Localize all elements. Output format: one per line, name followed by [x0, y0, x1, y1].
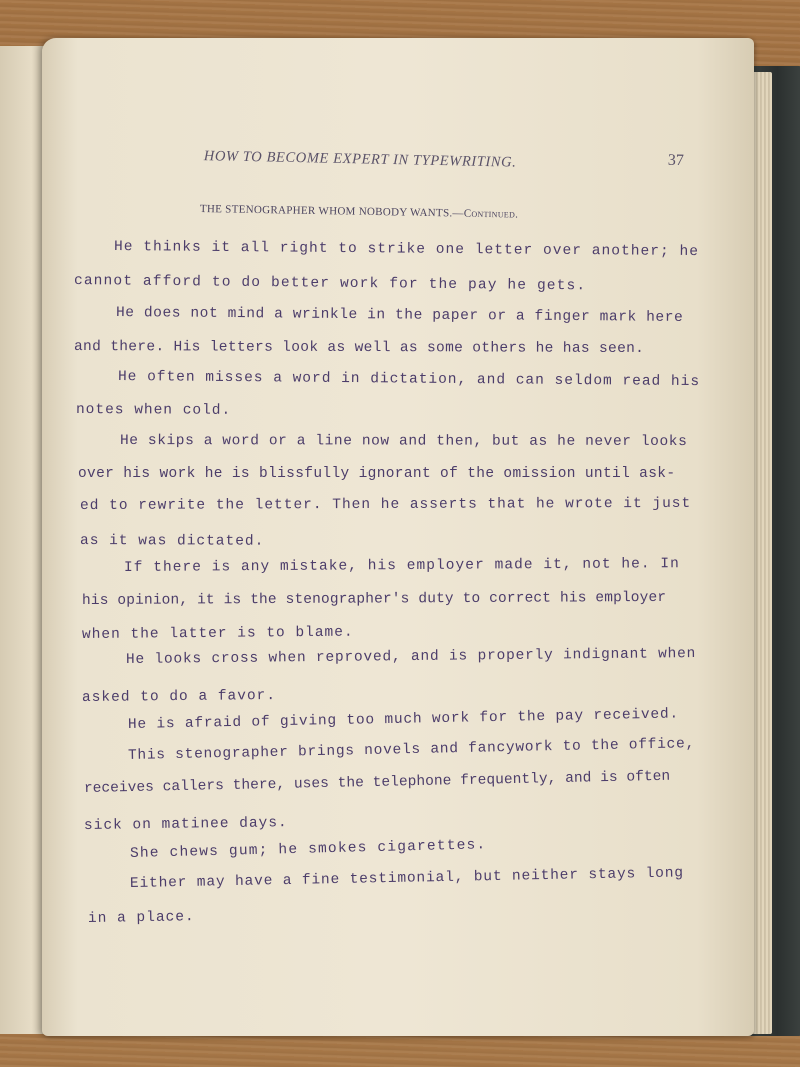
body-line: He does not mind a wrinkle in the paper or a finger mark here	[115, 305, 684, 326]
body-line: This stenographer brings novels and fancywork to the office,	[127, 736, 696, 764]
body-line: as it was dictated.	[79, 533, 265, 550]
page-number: 37	[667, 151, 685, 170]
body-line: He is afraid of giving too much work for the pay received.	[127, 706, 680, 733]
body-line: over his work he is blissfully ignorant of the omission until ask-	[78, 466, 676, 482]
body-line: and there. His letters look as well as some others he has seen.	[73, 339, 645, 357]
section-heading-main: THE STENOGRAPHER WHOM NOBODY WANTS.	[199, 203, 453, 220]
section-heading-continued: —Continued.	[452, 207, 519, 221]
body-line: If there is any mistake, his employer made it, not he. In	[123, 556, 680, 576]
body-line: in a place.	[87, 909, 195, 927]
body-line: his opinion, it is the stenographer's duty to correct his employer	[81, 589, 667, 609]
body-line: cannot afford to do better work for the pay he gets.	[73, 273, 587, 295]
body-line: He skips a word or a line now and then, but as he never looks	[119, 433, 688, 450]
body-line: when the latter is to blame.	[81, 624, 354, 643]
running-header-title: HOW TO BECOME EXPERT IN TYPEWRITING.	[203, 148, 517, 171]
body-line: He often misses a word in dictation, and can seldom read his	[117, 369, 701, 391]
body-line: ed to rewrite the letter. Then he asserts that he wrote it just	[79, 495, 692, 514]
body-line: notes when cold.	[75, 402, 232, 419]
body-line: sick on matinee days.	[83, 815, 288, 834]
body-line: Either may have a fine testimonial, but neither stays long	[129, 865, 685, 892]
body-line: receives callers there, uses the telephone frequently, and is often	[83, 768, 671, 797]
body-line: He looks cross when reproved, and is properly indignant when	[125, 646, 697, 668]
body-line: He thinks it all right to strike one letter over another; he	[113, 239, 700, 261]
body-line: She chews gum; he smokes cigarettes.	[129, 837, 487, 862]
body-line: asked to do a favor.	[81, 687, 277, 706]
